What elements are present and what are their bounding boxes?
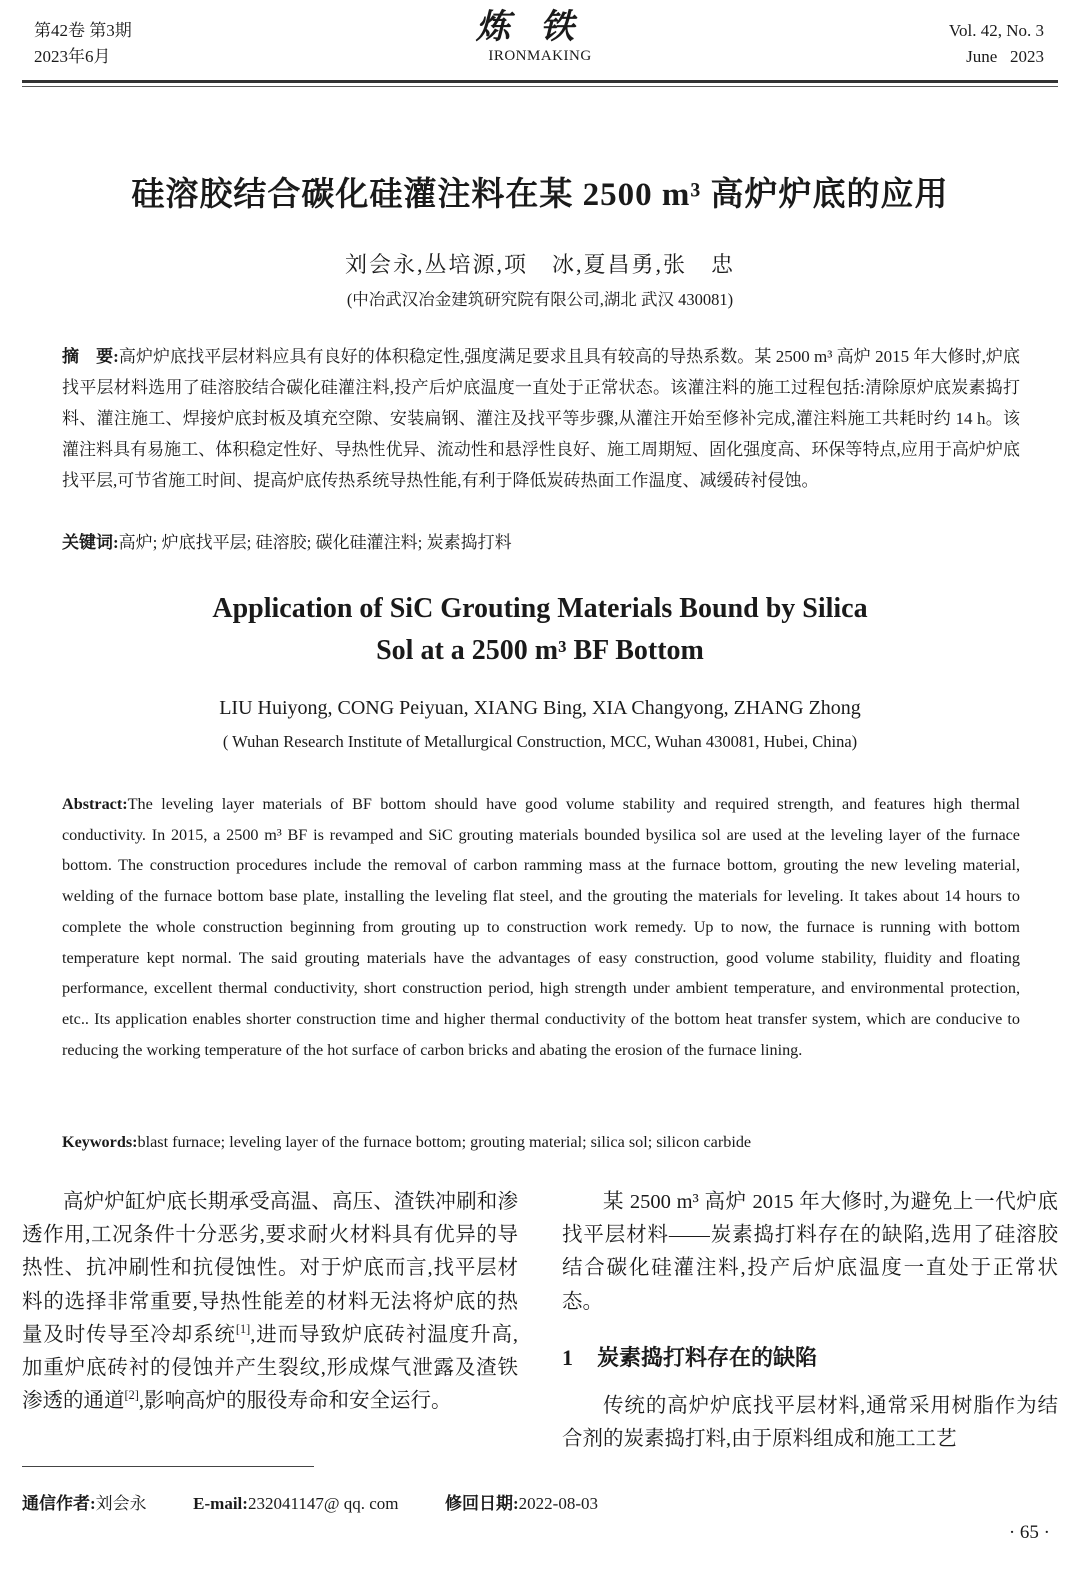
- footnote-rule: [22, 1466, 314, 1467]
- keywords-cn-label: 关键词:: [62, 533, 119, 552]
- keywords-en-label: Keywords:: [62, 1133, 138, 1151]
- header-rule-thin: [22, 86, 1058, 87]
- keywords-en: [62, 1127, 1020, 1158]
- affiliation-cn: (中冶武汉冶金建筑研究院有限公司,湖北 武汉 430081): [346, 290, 734, 309]
- body-left-column: [22, 1186, 518, 1418]
- footnote: [22, 1489, 598, 1514]
- body-text: ,影响高炉的服役寿命和安全运行。: [138, 1390, 452, 1413]
- email[interactable]: 232041147@ qq. com: [247, 1494, 399, 1513]
- keywords-cn: [62, 527, 1020, 558]
- section-heading: [562, 1341, 1058, 1374]
- abstract-cn-label: 摘 要:: [62, 347, 119, 366]
- email-label: E-mail:: [193, 1494, 248, 1513]
- date-cn: 2023年6月: [34, 47, 111, 66]
- journal-name-cn: 炼铁: [476, 9, 604, 46]
- issue-info-en: [949, 18, 1044, 70]
- journal-logo: [440, 8, 640, 65]
- paper-title-en: [0, 588, 1080, 672]
- abstract-en-label: Abstract:: [62, 795, 128, 813]
- abstract-en: [62, 789, 1020, 1065]
- abstract-cn: [62, 341, 1020, 496]
- citation-ref[interactable]: [2]: [124, 1388, 139, 1403]
- affiliation-en: ( Wuhan Research Institute of Metallurgical Construction, MCC, Wuhan 430081, Hubei, China): [222, 732, 858, 751]
- body-paragraph: 某 2500 m³ 高炉 2015 年大修时,为避免上一代炉底找平层材料——炭素捣打料存在的缺陷,选用了硅溶胶结合碳化硅灌注料,投产后炉底温度一直处于正常状态。: [562, 1191, 1058, 1313]
- body-text: ,进而导致炉底砖衬温度升高,加重炉底砖衬的侵蚀并产生裂纹,形成煤气泄露及渣铁渗透的通道: [22, 1323, 519, 1413]
- paper-title-cn: 硅溶胶结合碳化硅灌注料在某 2500 m³ 高炉炉底的应用: [131, 177, 949, 213]
- abstract-en-text: The leveling layer materials of BF bottom should have good volume stability and required strength, and features high thermal conductivity. In 2015, a 2500 m³ BF is revamped and SiC grouting materials bounded bysilica sol are used at the leveling layer of the furnace bottom. The construction procedures include the removal of carbon ramming mass at the furnace bottom, grouting the new leveling material, welding of the furnace bottom base plate, installing the leveling flat steel, and the grouting the materials for leveling. It takes about 14 hours to complete the whole construction beginning from grouting up to construction work remedy. Up to now, the furnace is running with bottom temperature kept normal. The said grouting materials have the advantages of easy construction, good volume stability, fluidity and floating performance, excellent thermal conductivity, short construction period, high strength under ambient temperature, and environmental protection, etc.. Its application enables shorter construction time and higher thermal conductivity of the bottom heat transfer system, which are conducive to reducing the working temperature of the hot surface of carbon bricks and abating the erosion of the furnace lining.: [62, 795, 1020, 1059]
- paper-title-en-line1: Application of SiC Grouting Materials Bound by Silica: [212, 593, 868, 624]
- revision-date: 2022-08-03: [518, 1494, 598, 1513]
- body-text: 高炉炉缸炉底长期承受高温、高压、渣铁冲刷和渗透作用,工况条件十分恶劣,要求耐火材料具有优异的导热性、抗冲刷性和抗侵蚀性。对于炉底而言,找平层材料的选择非常重要,导热性能差的材料无法将炉底的热量及时传导至冷却系统: [22, 1191, 518, 1346]
- paper-title-en-line2: Sol at a 2500 m³ BF Bottom: [376, 635, 704, 666]
- keywords-en-text: blast furnace; leveling layer of the furnace bottom; grouting material; silica sol; silicon carbide: [137, 1133, 752, 1151]
- corresponding-author: 刘会永: [95, 1494, 147, 1513]
- section-title: 炭素捣打料存在的缺陷: [597, 1344, 818, 1370]
- body-paragraph: [22, 1186, 518, 1418]
- citation-ref[interactable]: [1]: [235, 1321, 251, 1336]
- body-right-column: [562, 1186, 1058, 1456]
- volume-issue-cn: 第42卷 第3期: [34, 21, 132, 40]
- authors-cn: 刘会永,丛培源,项 冰,夏昌勇,张 忠: [344, 252, 735, 277]
- body-paragraph: 传统的高炉炉底找平层材料,通常采用树脂作为结合剂的炭素捣打料,由于原料组成和施工工艺: [562, 1395, 1058, 1451]
- header-rule: [22, 80, 1058, 83]
- keywords-cn-text: 高炉; 炉底找平层; 硅溶胶; 碳化硅灌注料; 炭素捣打料: [118, 533, 512, 552]
- page-number: · 65 ·: [1008, 1522, 1050, 1543]
- volume-issue-en: Vol. 42, No. 3: [948, 21, 1044, 40]
- abstract-cn-text: 高炉炉底找平层材料应具有良好的体积稳定性,强度满足要求且具有较高的导热系数。某 2500 m³ 高炉 2015 年大修时,炉底找平层材料选用了硅溶胶结合碳化硅灌注料,投产后炉底温度一直处于正常状态。该灌注料的施工过程包括:清除原炉底炭素捣打料、灌注施工、焊接炉底封板及填充空隙、安装扁钢、灌注及找平等步骤,从灌注开始至修补完成,灌注料施工共耗时约 14 h。该灌注料具有易施工、体积稳定性好、导热性优异、流动性和悬浮性良好、施工周期短、固化强度高、环保等特点,应用于高炉炉底找平层,可节省施工时间、提高炉底传热系统导热性能,有利于降低炭砖热面工作温度、减缓砖衬侵蚀。: [62, 347, 1020, 490]
- authors-en: LIU Huiyong, CONG Peiyuan, XIANG Bing, XIA Changyong, ZHANG Zhong: [219, 697, 861, 719]
- journal-name-en: IRONMAKING: [488, 48, 592, 64]
- author-label: 通信作者:: [22, 1494, 96, 1513]
- section-number: 1: [562, 1344, 573, 1370]
- revision-date-label: 修回日期:: [445, 1494, 519, 1513]
- issue-info-cn: [34, 18, 132, 70]
- date-en: June 2023: [966, 47, 1044, 66]
